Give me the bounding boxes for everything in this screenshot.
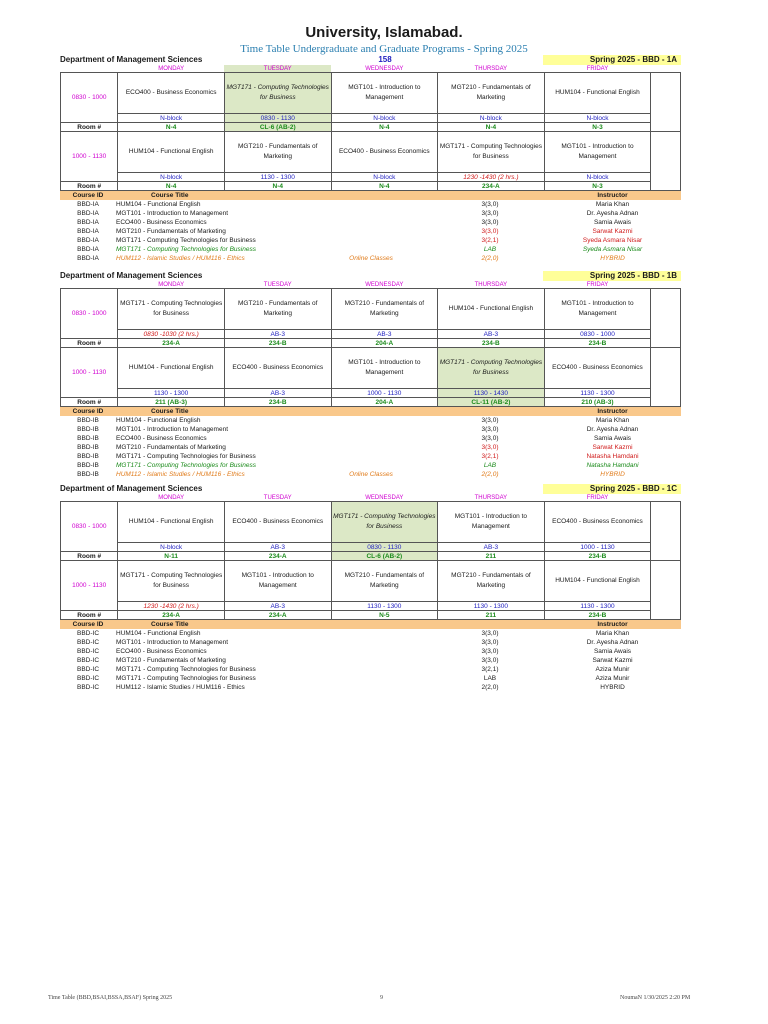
- department-name: Department of Management Sciences: [60, 55, 203, 64]
- venue-cell: N-block: [118, 173, 225, 182]
- venue-cell: 1130 - 1300: [438, 602, 545, 611]
- venue-cell: N-block: [438, 114, 545, 123]
- course-title: MGT210 - Fundamentals of Marketing: [116, 444, 226, 451]
- venue-cell: 1130 - 1300: [544, 389, 651, 398]
- course-cell: MGT210 - Fundamentals of Marketing: [438, 73, 545, 114]
- course-title: HUM112 - Islamic Studies / HUM116 - Ethics: [116, 684, 245, 691]
- course-row: [60, 674, 681, 683]
- venue-cell: N-block: [331, 173, 438, 182]
- course-title-header: Course Title: [116, 620, 306, 629]
- course-row: [60, 227, 681, 236]
- room-cell: 204-A: [331, 398, 438, 407]
- course-title: HUM112 - Islamic Studies / HUM116 - Ethics: [116, 255, 245, 262]
- course-title: ECO400 - Business Economics: [116, 219, 207, 226]
- course-note: [306, 665, 436, 674]
- room-cell: N-3: [544, 123, 651, 132]
- room-label: Room #: [61, 611, 118, 620]
- course-instructor: HYBRID: [600, 471, 625, 478]
- course-title: MGT171 - Computing Technologies for Business: [116, 237, 256, 244]
- venue-cell: AB-3: [224, 602, 331, 611]
- course-credits: LAB: [483, 675, 497, 682]
- venue-cell: AB-3: [438, 330, 545, 339]
- course-cell: MGT101 - Introduction to Management: [544, 132, 651, 173]
- course-note: [306, 416, 436, 425]
- venue-cell: 0830 - 1130: [331, 543, 438, 552]
- course-id: BBD-IC: [76, 630, 100, 637]
- room-cell: 234-B: [544, 339, 651, 348]
- course-credits: 3(3,0): [481, 426, 499, 433]
- instructor-header: Instructor: [544, 191, 681, 200]
- venue-cell: 1130 - 1300: [118, 389, 225, 398]
- course-title: HUM104 - Functional English: [116, 630, 201, 637]
- course-instructor: HYBRID: [600, 255, 625, 262]
- venue-cell: 1130 - 1430: [438, 389, 545, 398]
- day-header: TUESDAY: [263, 281, 292, 288]
- course-row: [60, 443, 681, 452]
- course-title: MGT101 - Introduction to Management: [116, 639, 229, 646]
- department-name: Department of Management Sciences: [60, 484, 203, 493]
- day-header: FRIDAY: [586, 281, 609, 288]
- course-cell: MGT210 - Fundamentals of Marketing: [224, 289, 331, 330]
- course-id: BBD-IA: [77, 255, 99, 262]
- course-id: BBD-IC: [76, 639, 100, 646]
- course-note: [306, 674, 436, 683]
- venue-cell: 1000 - 1130: [331, 389, 438, 398]
- course-row: [60, 209, 681, 218]
- course-row: [60, 200, 681, 209]
- course-row: [60, 629, 681, 638]
- course-id: BBD-IA: [77, 210, 99, 217]
- course-credits: 3(3,0): [481, 210, 499, 217]
- semester-label: Spring 2025 - BBD - 1B: [543, 271, 681, 281]
- room-cell: CL-11 (AB-2): [438, 398, 545, 407]
- course-instructor: Maria Khan: [595, 417, 630, 424]
- course-title: MGT171 - Computing Technologies for Business: [116, 666, 256, 673]
- course-note: Online Classes: [349, 471, 393, 478]
- page-subtitle: Time Table Undergraduate and Graduate Programs - Spring 2025: [240, 43, 528, 55]
- room-cell: N-5: [331, 611, 438, 620]
- course-row: [60, 461, 681, 470]
- course-title: ECO400 - Business Economics: [116, 435, 207, 442]
- course-list: [60, 191, 681, 263]
- course-id: BBD-IA: [77, 201, 99, 208]
- day-header: MONDAY: [158, 494, 185, 501]
- course-row: [60, 236, 681, 245]
- timetable-section: [60, 55, 681, 263]
- timetable-grid: [60, 494, 681, 620]
- course-row: [60, 638, 681, 647]
- venue-cell: 1130 - 1300: [544, 602, 651, 611]
- course-row: [60, 245, 681, 254]
- room-cell: N-4: [331, 123, 438, 132]
- course-row: [60, 254, 681, 263]
- venue-cell: N-block: [118, 114, 225, 123]
- course-id-header: Course ID: [60, 407, 116, 416]
- day-header: WEDNESDAY: [365, 494, 404, 501]
- course-cell: MGT210 - Fundamentals of Marketing: [224, 132, 331, 173]
- course-cell: HUM104 - Functional English: [438, 289, 545, 330]
- course-cell: MGT210 - Fundamentals of Marketing: [438, 561, 545, 602]
- instructor-header: Instructor: [544, 407, 681, 416]
- room-cell: 211: [438, 611, 545, 620]
- day-header: THURSDAY: [474, 65, 508, 72]
- course-list: [60, 407, 681, 479]
- course-id: BBD-IA: [77, 228, 99, 235]
- course-note: [306, 647, 436, 656]
- course-cell: ECO400 - Business Economics: [224, 502, 331, 543]
- footer-right: NoumaN 1/30/2025 2:20 PM: [620, 995, 691, 1001]
- course-title: HUM112 - Islamic Studies / HUM116 - Ethics: [116, 471, 245, 478]
- venue-cell: 0830 - 1130: [224, 114, 331, 123]
- room-cell: 234-A: [224, 552, 331, 561]
- course-row: [60, 665, 681, 674]
- day-header: THURSDAY: [474, 281, 508, 288]
- course-cell: MGT171 - Computing Technologies for Business: [331, 502, 438, 543]
- section-header: [60, 484, 681, 494]
- room-cell: 211: [438, 552, 545, 561]
- course-id: BBD-IB: [77, 462, 99, 469]
- footer-page-number: 9: [380, 995, 383, 1001]
- course-instructor: Syeda Asmara Nisar: [582, 246, 643, 253]
- time-slot-label: 0830 - 1000: [61, 502, 118, 552]
- room-cell: 234-A: [118, 611, 225, 620]
- course-cell: ECO400 - Business Economics: [544, 502, 651, 543]
- course-title: MGT171 - Computing Technologies for Business: [116, 462, 256, 469]
- course-row: [60, 656, 681, 665]
- time-slot-label: 0830 - 1000: [61, 73, 118, 123]
- day-header: FRIDAY: [586, 494, 609, 501]
- course-cell: ECO400 - Business Economics: [224, 348, 331, 389]
- room-cell: CL-6 (AB-2): [331, 552, 438, 561]
- course-instructor: Natasha Hamdani: [586, 453, 639, 460]
- room-cell: 211 (AB-3): [118, 398, 225, 407]
- section-header: [60, 55, 681, 65]
- day-header: TUESDAY: [263, 494, 292, 501]
- semester-label: Spring 2025 - BBD - 1C: [543, 484, 681, 494]
- course-note: [306, 434, 436, 443]
- venue-cell: AB-3: [438, 543, 545, 552]
- venue-cell: 1230 -1430 (2 hrs.): [118, 602, 225, 611]
- time-slot-label: 1000 - 1130: [61, 561, 118, 611]
- venue-cell: 1230 -1430 (2 hrs.): [438, 173, 545, 182]
- course-instructor: Sarwat Kazmi: [592, 444, 633, 451]
- semester-label: Spring 2025 - BBD - 1A: [543, 55, 681, 65]
- course-row: [60, 434, 681, 443]
- course-title: MGT210 - Fundamentals of Marketing: [116, 228, 226, 235]
- room-cell: N-4: [224, 182, 331, 191]
- day-header: WEDNESDAY: [365, 65, 404, 72]
- course-row: [60, 452, 681, 461]
- room-cell: 210 (AB-3): [544, 398, 651, 407]
- time-slot-label: 1000 - 1130: [61, 348, 118, 398]
- room-cell: 234-A: [118, 339, 225, 348]
- course-instructor: Maria Khan: [595, 201, 630, 208]
- course-id: BBD-IC: [76, 684, 100, 691]
- course-title: MGT210 - Fundamentals of Marketing: [116, 657, 226, 664]
- course-title-header: Course Title: [116, 191, 306, 200]
- day-header: MONDAY: [158, 65, 185, 72]
- day-header: WEDNESDAY: [365, 281, 404, 288]
- course-list: [60, 620, 681, 692]
- course-title: ECO400 - Business Economics: [116, 648, 207, 655]
- course-cell: MGT171 - Computing Technologies for Business: [438, 132, 545, 173]
- course-cell: HUM104 - Functional English: [544, 73, 651, 114]
- course-id: BBD-IB: [77, 444, 99, 451]
- course-id: BBD-IA: [77, 219, 99, 226]
- course-title: MGT171 - Computing Technologies for Business: [116, 675, 256, 682]
- day-header: FRIDAY: [586, 65, 609, 72]
- course-credits: 3(3,0): [481, 417, 499, 424]
- course-id: BBD-IB: [77, 426, 99, 433]
- course-title: MGT101 - Introduction to Management: [116, 426, 229, 433]
- venue-cell: 1000 - 1130: [544, 543, 651, 552]
- course-note: [306, 443, 436, 452]
- course-title: MGT171 - Computing Technologies for Business: [116, 453, 256, 460]
- room-cell: 234-B: [544, 611, 651, 620]
- course-cell: ECO400 - Business Economics: [331, 132, 438, 173]
- venue-cell: N-block: [544, 173, 651, 182]
- course-instructor: Dr. Ayesha Adnan: [586, 639, 639, 646]
- course-credits: 3(2,1): [481, 453, 499, 460]
- course-title: HUM104 - Functional English: [116, 417, 201, 424]
- venue-cell: 0830 -1030 (2 hrs.): [118, 330, 225, 339]
- section-header: [60, 271, 681, 281]
- course-id: BBD-IC: [76, 657, 100, 664]
- room-cell: 234-A: [438, 182, 545, 191]
- course-cell: MGT101 - Introduction to Management: [438, 502, 545, 543]
- course-note: [306, 425, 436, 434]
- course-note: [306, 461, 436, 470]
- course-credits: 2(2,0): [481, 684, 499, 691]
- course-credits: 3(3,0): [481, 435, 499, 442]
- room-cell: 234-B: [224, 339, 331, 348]
- venue-cell: AB-3: [224, 330, 331, 339]
- course-cell: HUM104 - Functional English: [118, 132, 225, 173]
- course-cell: MGT101 - Introduction to Management: [331, 348, 438, 389]
- course-credits: 3(2,1): [481, 666, 499, 673]
- course-credits: 3(3,0): [481, 444, 499, 451]
- room-cell: 234-B: [438, 339, 545, 348]
- room-label: Room #: [61, 182, 118, 191]
- venue-cell: AB-3: [224, 389, 331, 398]
- course-credits: 3(3,0): [481, 201, 499, 208]
- course-note: [306, 629, 436, 638]
- room-label: Room #: [61, 339, 118, 348]
- department-name: Department of Management Sciences: [60, 271, 203, 280]
- room-cell: N-11: [118, 552, 225, 561]
- course-row: [60, 218, 681, 227]
- course-note: [306, 227, 436, 236]
- course-credits: 3(3,0): [481, 648, 499, 655]
- course-note: [306, 209, 436, 218]
- course-instructor: Sarwat Kazmi: [592, 657, 633, 664]
- course-credits: 3(3,0): [481, 657, 499, 664]
- course-id: BBD-IB: [77, 417, 99, 424]
- course-note: [306, 683, 436, 692]
- course-note: [306, 452, 436, 461]
- timetable-section: [60, 484, 681, 692]
- room-cell: N-4: [331, 182, 438, 191]
- course-cell: MGT210 - Fundamentals of Marketing: [331, 289, 438, 330]
- venue-cell: 1130 - 1300: [331, 602, 438, 611]
- room-cell: CL-6 (AB-2): [224, 123, 331, 132]
- course-credits: 3(3,0): [481, 630, 499, 637]
- venue-cell: AB-3: [331, 330, 438, 339]
- course-id: BBD-IB: [77, 453, 99, 460]
- course-note: Online Classes: [349, 255, 393, 262]
- course-note: [306, 200, 436, 209]
- course-instructor: Dr. Ayesha Adnan: [586, 426, 639, 433]
- page-title: University, Islamabad.: [305, 24, 463, 41]
- course-row: [60, 647, 681, 656]
- course-row: [60, 470, 681, 479]
- footer-left: Time Table (BBD,BSAI,BSSA,BSAF) Spring 2025: [48, 995, 173, 1001]
- course-cell: HUM104 - Functional English: [118, 502, 225, 543]
- room-cell: N-4: [118, 182, 225, 191]
- course-credits: LAB: [483, 462, 497, 469]
- course-credits: 3(3,0): [481, 228, 499, 235]
- venue-cell: AB-3: [224, 543, 331, 552]
- venue-cell: 1130 - 1300: [224, 173, 331, 182]
- course-note: [306, 638, 436, 647]
- course-title: MGT101 - Introduction to Management: [116, 210, 229, 217]
- course-instructor: Dr. Ayesha Adnan: [586, 210, 639, 217]
- course-cell: MGT101 - Introduction to Management: [544, 289, 651, 330]
- course-cell: MGT171 - Computing Technologies for Business: [118, 561, 225, 602]
- course-instructor: Sarwat Kazmi: [592, 228, 633, 235]
- course-note: [306, 656, 436, 665]
- room-cell: 204-A: [331, 339, 438, 348]
- course-instructor: Samia Awais: [593, 219, 632, 226]
- venue-cell: N-block: [118, 543, 225, 552]
- course-cell: MGT171 - Computing Technologies for Business: [438, 348, 545, 389]
- course-credits: LAB: [483, 246, 497, 253]
- timetable-section: [60, 271, 681, 479]
- course-note: [306, 218, 436, 227]
- room-label: Room #: [61, 552, 118, 561]
- course-title-header: Course Title: [116, 407, 306, 416]
- course-id: BBD-IB: [77, 435, 99, 442]
- course-row: [60, 416, 681, 425]
- time-slot-label: 1000 - 1130: [61, 132, 118, 182]
- course-instructor: Samia Awais: [593, 435, 632, 442]
- room-cell: 234-B: [224, 398, 331, 407]
- course-instructor: HYBRID: [600, 684, 625, 691]
- room-cell: 234-A: [224, 611, 331, 620]
- course-instructor: Syeda Asmara Nisar: [582, 237, 643, 244]
- timetable-grid: [60, 281, 681, 407]
- course-instructor: Aziza Munir: [595, 675, 630, 682]
- course-credits: 3(3,0): [481, 219, 499, 226]
- course-cell: MGT171 - Computing Technologies for Business: [224, 73, 331, 114]
- room-cell: N-3: [544, 182, 651, 191]
- course-id-header: Course ID: [60, 620, 116, 629]
- course-id: BBD-IC: [76, 648, 100, 655]
- course-id: BBD-IA: [77, 246, 99, 253]
- course-cell: ECO400 - Business Economics: [544, 348, 651, 389]
- course-id-header: Course ID: [60, 191, 116, 200]
- course-cell: MGT101 - Introduction to Management: [224, 561, 331, 602]
- room-cell: N-4: [438, 123, 545, 132]
- course-credits: 3(2,1): [481, 237, 499, 244]
- venue-cell: N-block: [544, 114, 651, 123]
- course-instructor: Maria Khan: [595, 630, 630, 637]
- room-cell: N-4: [118, 123, 225, 132]
- venue-cell: 0830 - 1000: [544, 330, 651, 339]
- day-header: THURSDAY: [474, 494, 508, 501]
- room-label: Room #: [61, 123, 118, 132]
- course-credits: 3(3,0): [481, 639, 499, 646]
- course-cell: ECO400 - Business Economics: [118, 73, 225, 114]
- course-id: BBD-IC: [76, 666, 100, 673]
- room-cell: 234-B: [544, 552, 651, 561]
- course-row: [60, 425, 681, 434]
- course-note: [306, 245, 436, 254]
- course-row: [60, 683, 681, 692]
- course-cell: MGT210 - Fundamentals of Marketing: [331, 561, 438, 602]
- day-header: MONDAY: [158, 281, 185, 288]
- course-id: BBD-IB: [77, 471, 99, 478]
- timetable-grid: [60, 65, 681, 191]
- course-cell: MGT171 - Computing Technologies for Business: [118, 289, 225, 330]
- course-cell: HUM104 - Functional English: [118, 348, 225, 389]
- program-code: 158: [378, 55, 392, 64]
- venue-cell: N-block: [331, 114, 438, 123]
- course-id: BBD-IC: [76, 675, 100, 682]
- course-instructor: Aziza Munir: [595, 666, 630, 673]
- room-label: Room #: [61, 398, 118, 407]
- instructor-header: Instructor: [544, 620, 681, 629]
- course-id: BBD-IA: [77, 237, 99, 244]
- course-note: [306, 236, 436, 245]
- course-instructor: Samia Awais: [593, 648, 632, 655]
- course-cell: HUM104 - Functional English: [544, 561, 651, 602]
- course-cell: MGT101 - Introduction to Management: [331, 73, 438, 114]
- course-credits: 2(2,0): [481, 471, 499, 478]
- time-slot-label: 0830 - 1000: [61, 289, 118, 339]
- course-credits: 2(2,0): [481, 255, 499, 262]
- course-title: MGT171 - Computing Technologies for Business: [116, 246, 256, 253]
- course-title: HUM104 - Functional English: [116, 201, 201, 208]
- day-header: TUESDAY: [224, 65, 331, 73]
- course-instructor: Natasha Hamdani: [586, 462, 639, 469]
